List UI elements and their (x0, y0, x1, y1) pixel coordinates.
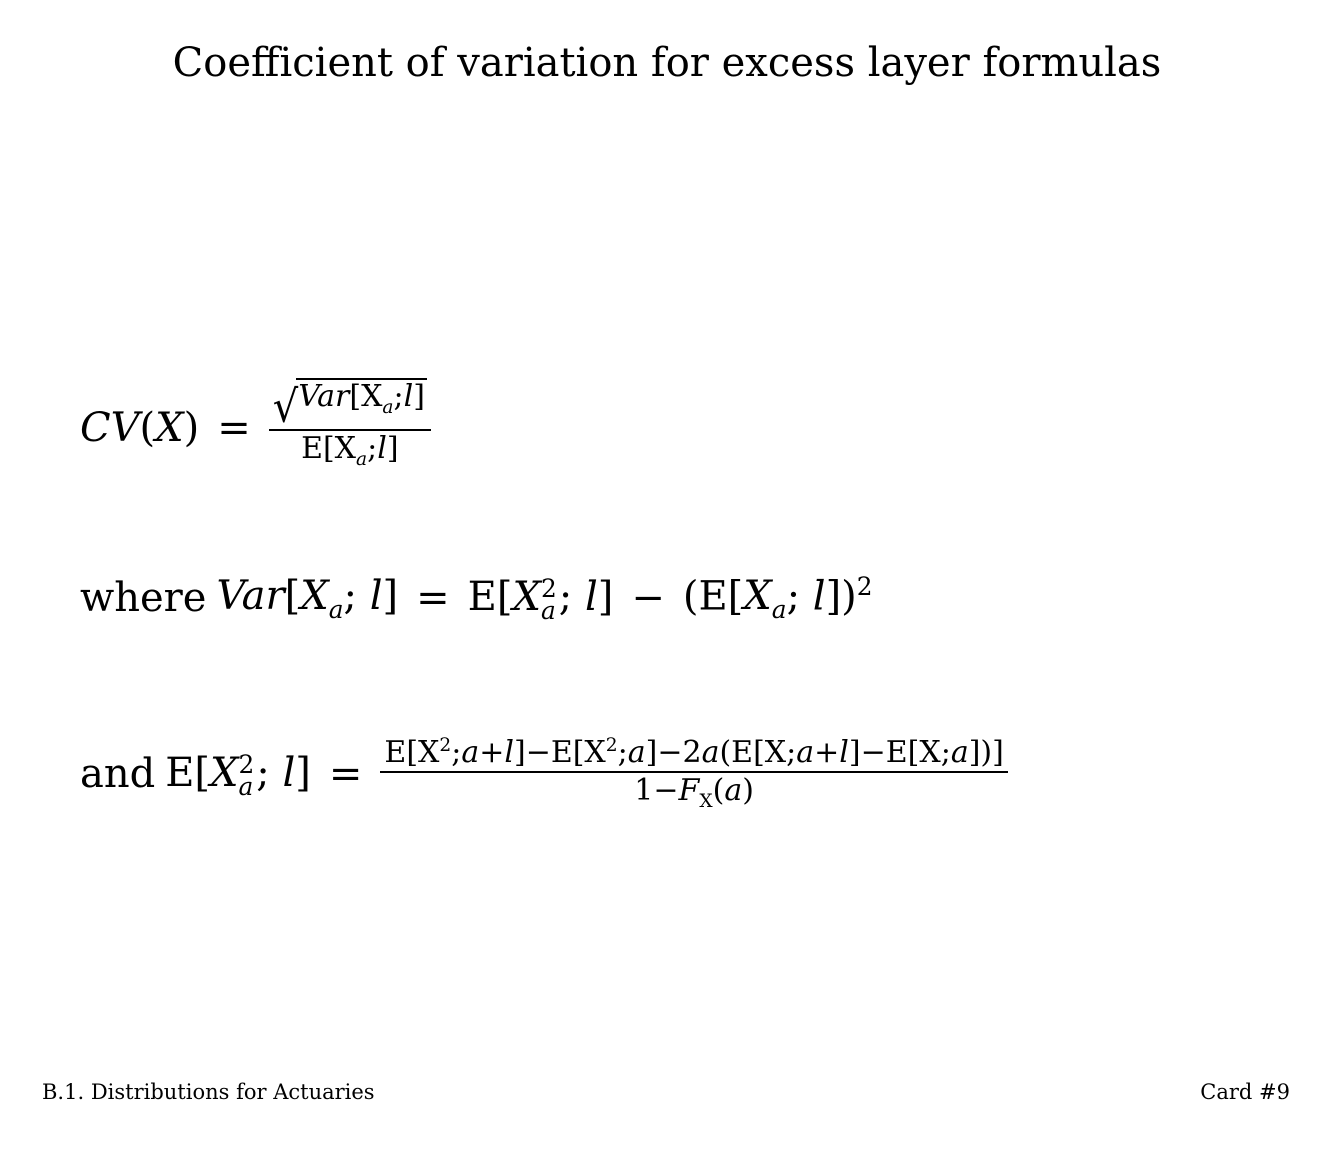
square-root: √ $Var[X_a;l]$ (272, 379, 425, 433)
cv-lhs: CV(X) (80, 405, 200, 451)
cv-denominator: $E[X_a;l]$ (301, 431, 399, 470)
footer-card-number: Card #9 (1200, 1080, 1290, 1104)
radical-sign: √ (272, 381, 299, 433)
equals-sign: = (217, 405, 251, 451)
card-title: Coefficient of variation for excess layer formulas (172, 40, 1162, 86)
second-moment-denominator: $1-F_X(a)$ (634, 773, 754, 812)
cv-formula (80, 378, 431, 478)
footer-section-label: B.1. Distributions for Actuaries (42, 1080, 375, 1104)
second-moment-numerator: $E[X^2;a+l]-E[X^2;a]-2a(E[X;a+l]-E[X;a])$] (380, 728, 1007, 773)
second-moment-formula: and E[X 2 a ; l] = $\frac{E[X^2;a+l]-E[X^2;a]-2a(E[X;a+l]-E[X;a])]}{1-F_X(a)}$ (80, 728, 1008, 820)
cv-fraction (269, 378, 431, 478)
and-word: and (80, 751, 156, 797)
where-word: where (80, 575, 207, 622)
second-moment-fraction (380, 728, 1007, 820)
cv-numerator (269, 378, 431, 431)
variance-formula: where $Var[X_a$; l] = E[X 2 a ; l] − ($E[X_a$; l])$^2$ (80, 572, 873, 625)
